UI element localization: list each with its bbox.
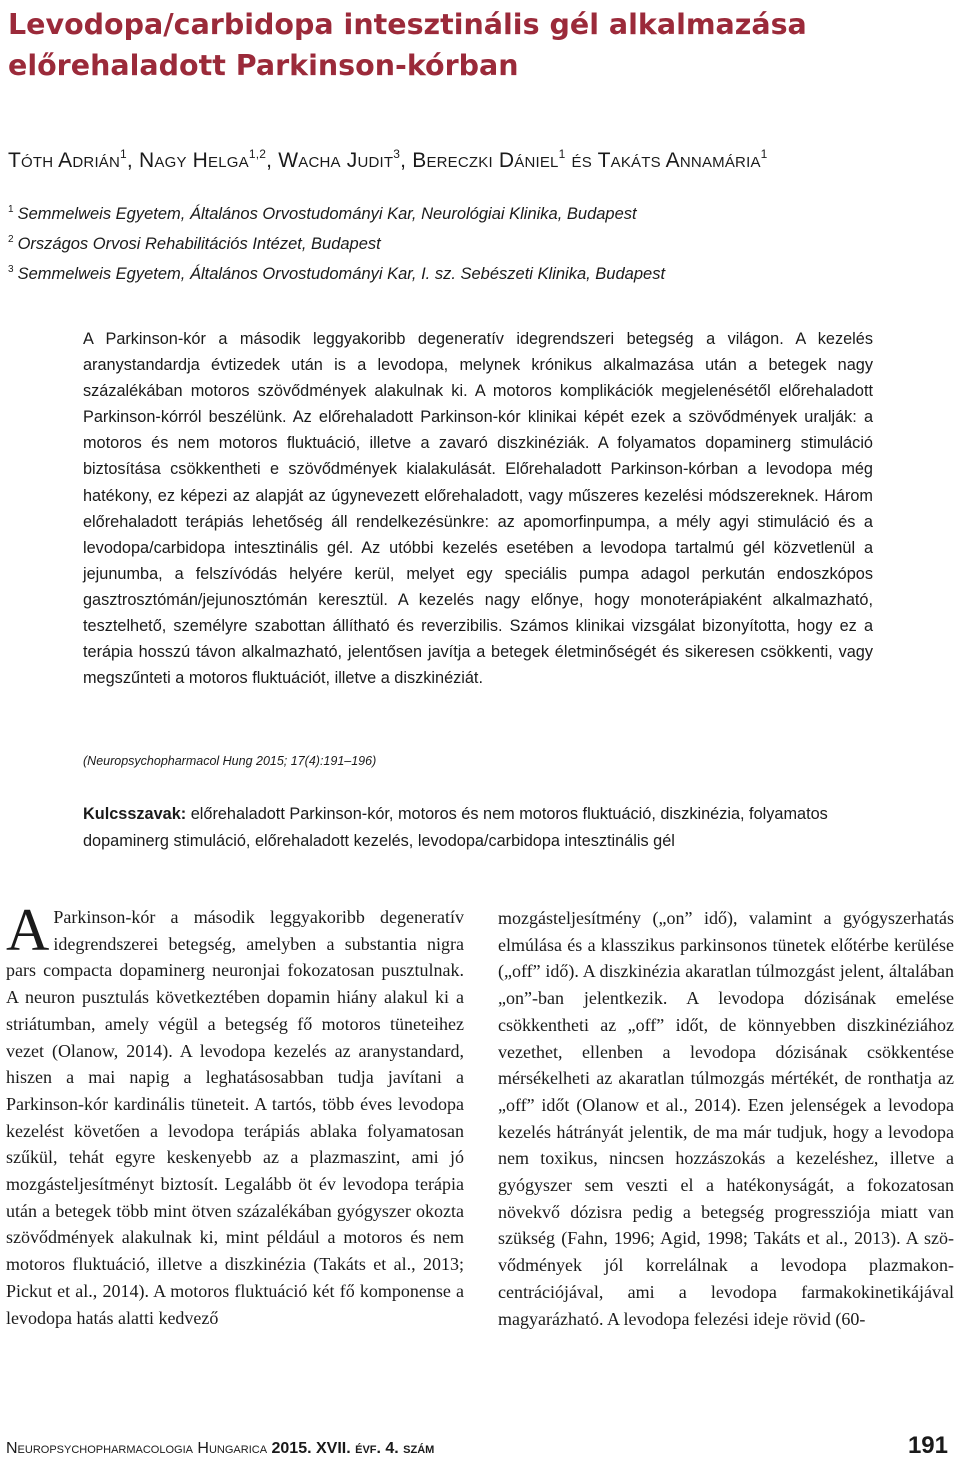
footer-journal bbox=[6, 1438, 434, 1460]
author-affiliation-mark: 1 bbox=[120, 147, 127, 161]
author-name: Tóth Adrián bbox=[8, 149, 121, 172]
author-affiliation-mark: 3 bbox=[393, 147, 401, 161]
affiliation-number: 2 bbox=[8, 234, 14, 245]
keywords bbox=[83, 801, 883, 855]
author-list bbox=[8, 140, 953, 175]
author-name: Bereczki Dániel bbox=[412, 149, 559, 172]
body-column-right bbox=[498, 905, 954, 1332]
footer-journal-name: Neuropsychopharmacologia Hungarica bbox=[6, 1440, 268, 1457]
abstract bbox=[83, 326, 873, 691]
affiliation-number: 1 bbox=[8, 204, 14, 215]
affiliation-text: Semmelweis Egyetem, Általános Orvostudományi Kar, I. sz. Sebészeti Klinika, Budapest bbox=[17, 265, 666, 283]
abstract-text: A Parkinson-kór a második leggyakoribb degeneratív idegrendszeri betegség a világon. A kezelés aranystandardja évtizedek után is a levodopa, melynek krónikus alkalmazása után a betegek nagy százalékában motoros szövődmények alakulnak ki. A motoros komplikációk megjelenésétől előrehaladott Parkinson-kórról beszélünk. Az előrehaladott Parkinson-kór klinikai képét ezek a szövődmények uralják: a motoros és nem motoros fluktuáció, illetve a zavaró diszkinéziák. A folyamatos dopaminerg stimuláció biztosítása csökkentheti e szövődmények kialakulását. Előrehaladott Parkinson-kórban a levodopa még hatékony, ez képezi az alapját az úgynevezett előrehaladott, vagy műszeres kezelési módszereknek. Három előrehaladott terápiás lehetőség áll rendelkezésünkre: az apomorfinpumpa, a mély agyi stimuláció és a levodopa/carbidopa intesztinális gél. Az utóbbi kezelés esetében a levodopa tartalmú gél közvetlenül a jejunumba, a felszívódás helyére kerül, melyet egy speciális pumpa adagol perkután endoszkópos gasztrosztómán/jejunosztómán keresztül. A kezelés nagy előnye, hogy monoterápiaként alkalmazható, tesztelhető, személyre szabottan állítható és reverzibilis. Számos klinikai vizsgálat bizonyította, hogy ez a terápia hosszú távon alkalmazható, jelentősen javítja a betegek életminőségét és sikeresen csökkenti, vagy megszűnteti a motoros fluktuációt, illetve a diszkinéziát. bbox=[83, 330, 873, 688]
author-affiliation-mark: 1 bbox=[558, 147, 566, 161]
drop-cap: A bbox=[6, 897, 50, 963]
author-separator: , bbox=[126, 149, 139, 172]
affiliation-item bbox=[8, 197, 953, 227]
journal-citation: (Neuropsychopharmacol Hung 2015; 17(4):191–196) bbox=[83, 754, 377, 768]
affiliation-item bbox=[8, 257, 953, 287]
body-column-left bbox=[6, 897, 464, 1331]
author-separator: és bbox=[565, 149, 598, 172]
author-affiliation-mark: 1 bbox=[760, 147, 768, 161]
author-name: Takáts Annamária bbox=[597, 149, 761, 172]
affiliation-number: 3 bbox=[8, 264, 14, 275]
affiliation-text: Országos Orvosi Rehabilitációs Intézet, Budapest bbox=[17, 235, 381, 253]
affiliation-text: Semmelweis Egyetem, Általános Orvostudományi Kar, Neurológiai Klinika, Budapest bbox=[17, 205, 637, 223]
author-affiliation-mark: 1,2 bbox=[248, 147, 267, 161]
footer-issue: 2015. XVII. évf. 4. szám bbox=[271, 1440, 435, 1457]
body-text-left: Parkinson-kór a második leggyakoribb degeneratív idegrendszerei betegség, amelyben a substantia nigra pars compacta dopaminerg neuronjai fokozatosan pusztulnak. A neuron pusztulás következtében dopamin hiány alakul ki a striátumban, amely végül a betegség fő motoros tüneteihez vezet (Olanow, 2014). A levodopa kezelés az aranystandard, hiszen a mai napig a leghatásosabban tudja javítani a Parkinson-kór kardinális tüneteit. A tartós, több éves levodopa kezelést követően a levodopa terápiás ablaka folyamatosan szűkül, tehát egyre keskenyebb az a plazmaszint, ami jó mozgásteljesítményt biztosít. Legalább öt év levodopa terápia után a betegek több mint ötven százalékában gyógyszer okozta szövődmények alakulnak ki, mint például a motoros és nem motoros fluktuáció, illetve a diszkinézia (Takáts et al., 2013; Pickut et al., 2014). A motoros fluktuáció két fő komponense a levodopa hatás alatti kedvező bbox=[6, 907, 464, 1328]
affiliation-item bbox=[8, 227, 953, 257]
author-separator: , bbox=[266, 149, 279, 172]
affiliation-list bbox=[8, 197, 953, 287]
keywords-label: Kulcsszavak: bbox=[83, 805, 187, 823]
author-separator: , bbox=[400, 149, 413, 172]
body-text-right: mozgásteljesítmény („on” idő), valamint a gyógyszerhatás elmúlása és a klasszikus parkinsonos tünetek előtérbe kerülése („off” idő). A diszkinézia akaratlan túlmozgást jelent, általában „on”-ban jelentkezik. A levodopa dózisának emelése csökkentheti az „off” időt, de könnyebben diszkinéziához vezethet, ellenben a levodopa dózisának csökkentése mérsékelheti az akaratlan túlmozgás mértékét, de ronthatja az „off” időt (Olanow et al., 2014). Ezen jelenségek a levodopa kezelés hátrányát jelentik, de ma már tudjuk, hogy a levodopa nem toxikus, nincsen hozzászokás a kezeléshez, illetve a gyógyszer sem veszti el a hatékonyságát, a fokozatosan növekvő dózisra pedig a betegség progressziója miatt van szükség (Fahn, 1996; Agid, 1998; Takáts et al., 2013). A szövődmények jól korrelálnak a levodopa plazmakoncentrációjával, ami a levodopa farmakokinetikájával magyarázható. A levodopa felezési ideje rövid (60- bbox=[498, 908, 954, 1329]
article-title: Levodopa/carbidopa intesztinális gél alkalmazása előrehaladott Parkinson-kórban bbox=[8, 8, 807, 82]
author-name: Wacha Judit bbox=[278, 149, 394, 172]
page-number: 191 bbox=[907, 1432, 948, 1459]
author-name: Nagy Helga bbox=[139, 149, 249, 172]
keywords-text: előrehaladott Parkinson-kór, motoros és nem motoros fluktuáció, diszkinézia, folyamatos dopaminerg stimuláció, előrehaladott kezelés, levodopa/carbidopa intesztinális gél bbox=[83, 805, 828, 850]
